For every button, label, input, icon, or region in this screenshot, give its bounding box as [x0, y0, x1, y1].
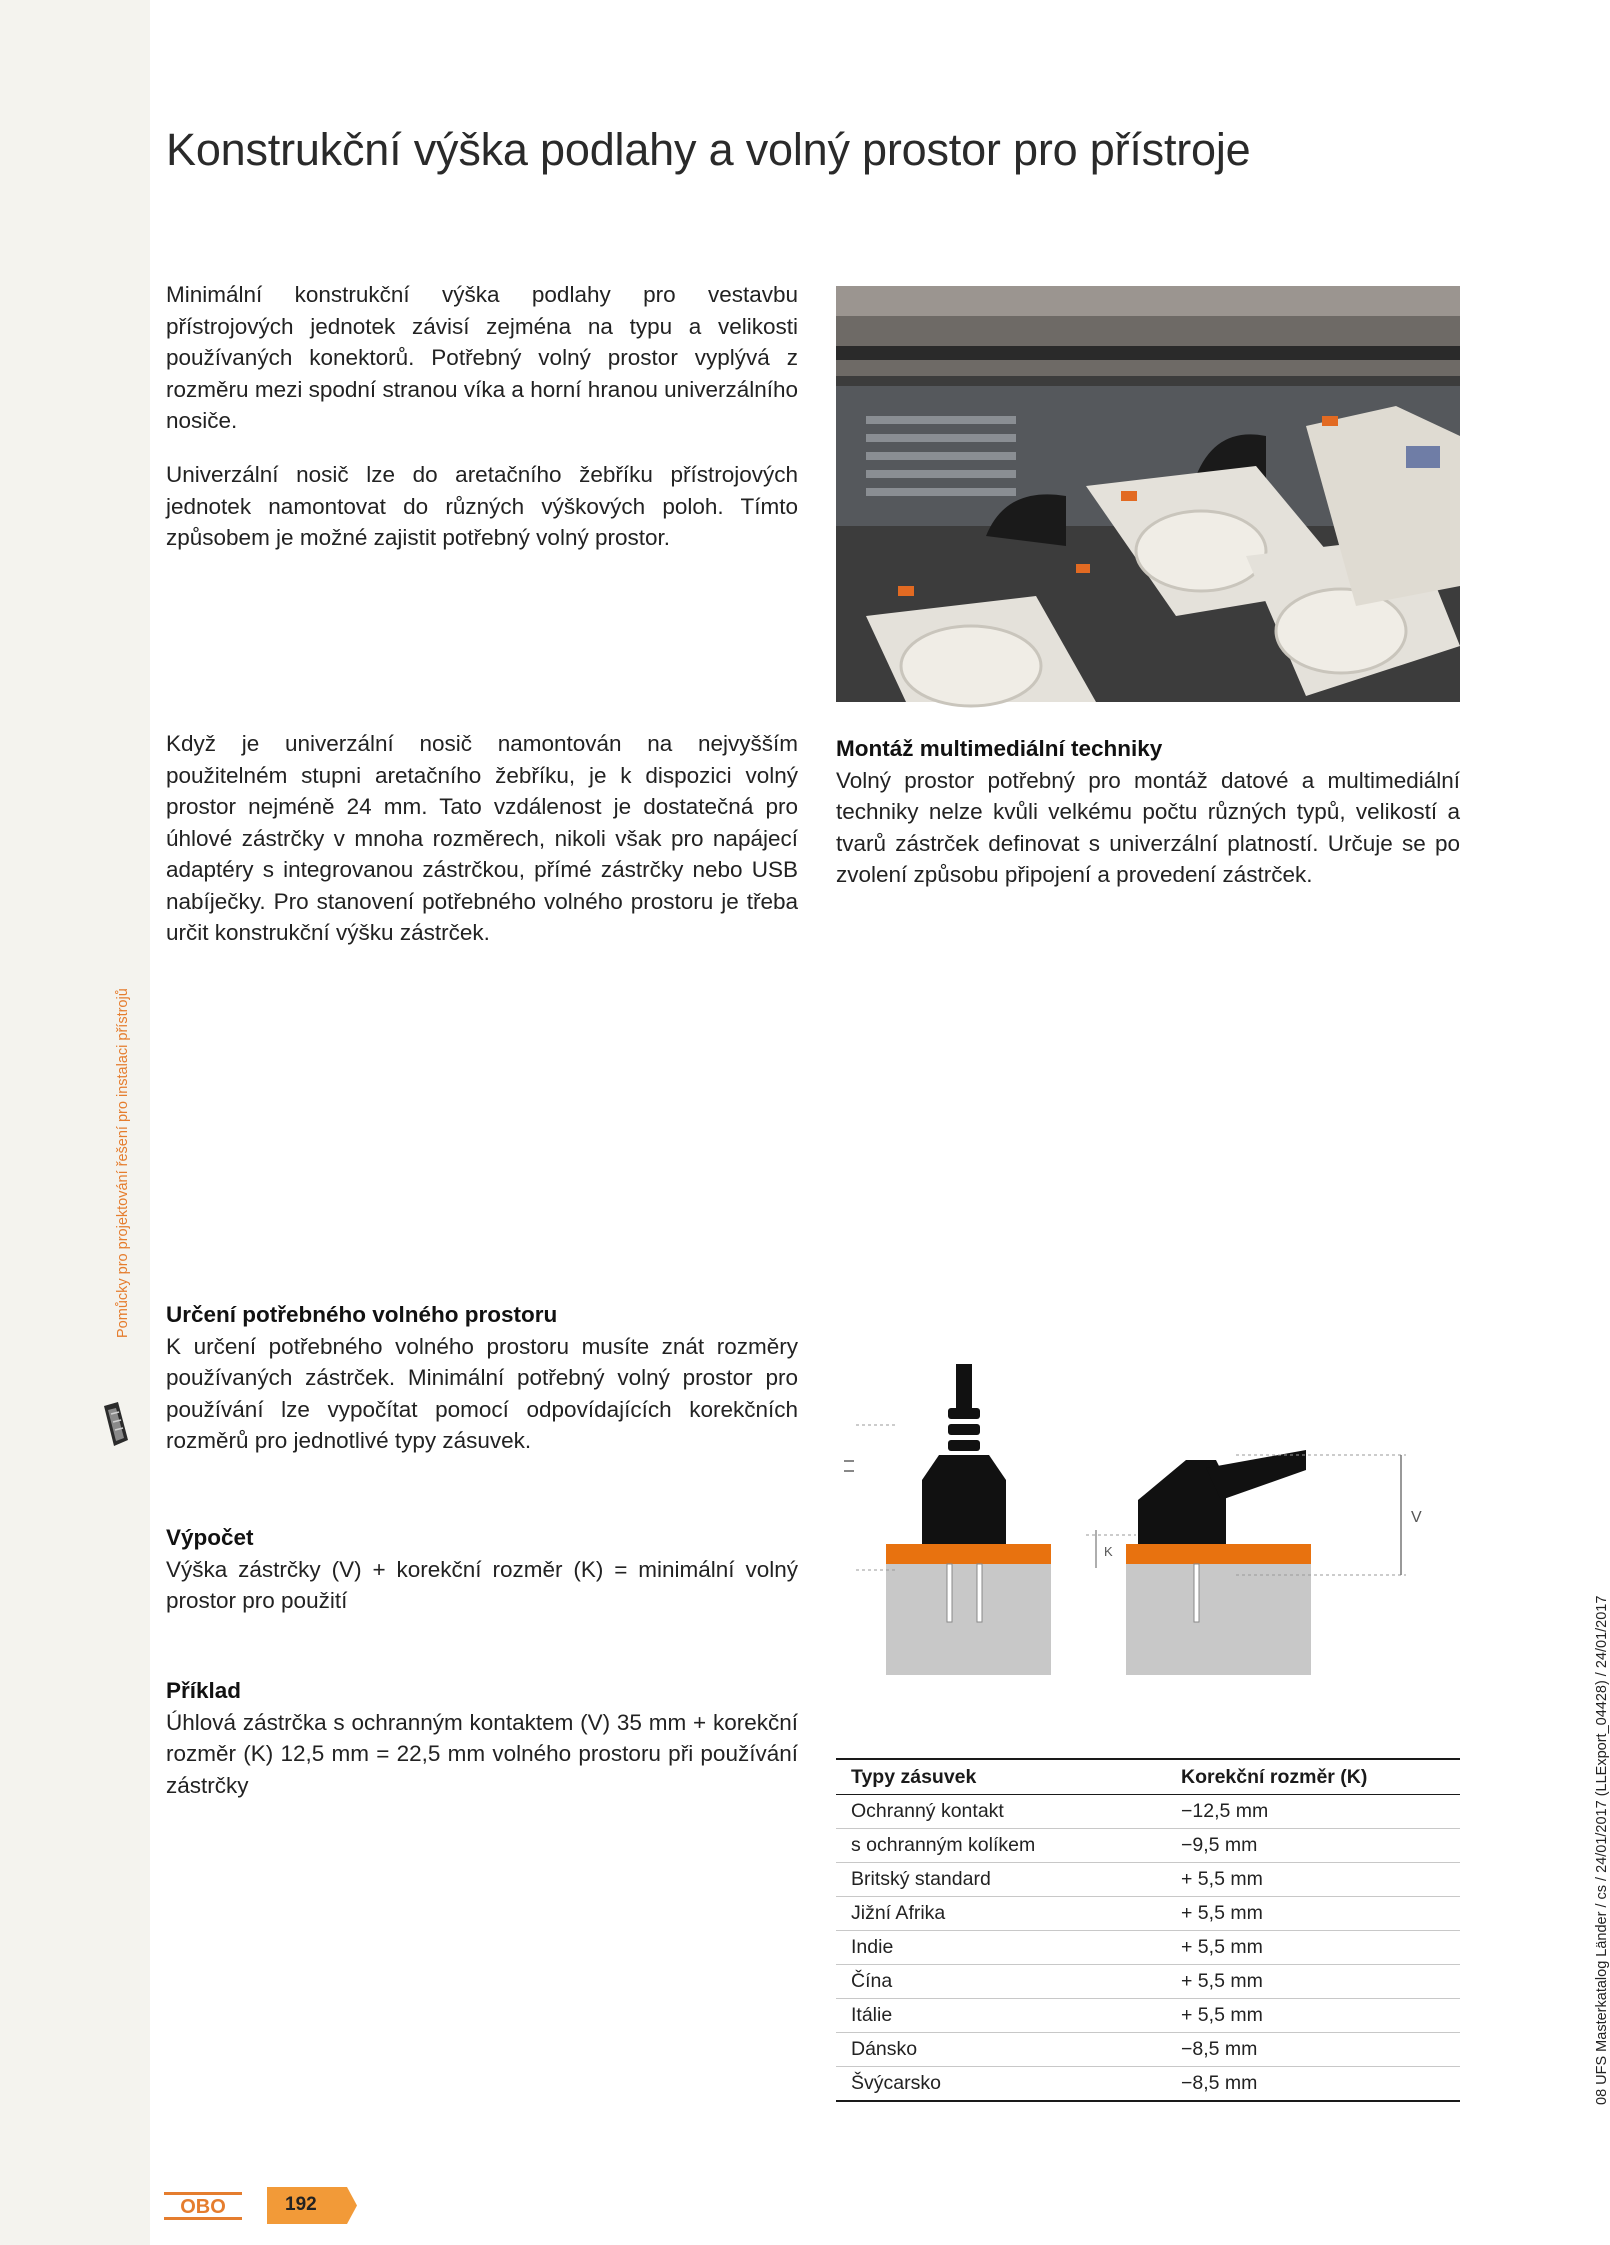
cable-duct-icon: [100, 1400, 132, 1450]
calculation-heading: Výpočet: [166, 1525, 254, 1550]
table-cell: Itálie: [836, 1999, 1166, 2033]
table-row: [836, 1931, 1460, 1965]
table-row: [836, 1795, 1460, 1829]
page-title: Konstrukční výška podlahy a volný prostor pro přístroje: [166, 124, 1251, 175]
table-cell: s ochranným kolíkem: [836, 1829, 1166, 1863]
table-cell: Indie: [836, 1931, 1166, 1965]
correction-table: [836, 1758, 1460, 2102]
page-number: 192: [285, 2194, 317, 2215]
diagram-label-k: K: [1104, 1544, 1113, 1559]
table-cell: −8,5 mm: [1166, 2067, 1460, 2102]
plug-dimension-diagram: [836, 1300, 1460, 1736]
table-row: [836, 1863, 1460, 1897]
example-heading: Příklad: [166, 1678, 242, 1703]
multimedia-heading: Montáž multimediální techniky: [836, 736, 1163, 761]
table-cell: Ochranný kontakt: [836, 1795, 1166, 1829]
table-cell: + 5,5 mm: [1166, 1965, 1460, 1999]
table-cell: + 5,5 mm: [1166, 1897, 1460, 1931]
calculation-text: Výška zástrčky (V) + korekční rozměr (K) = minimální volný prostor pro použití: [166, 1556, 798, 1613]
determination-heading: Určení potřebného volného prostoru: [166, 1302, 558, 1327]
table-cell: Britský standard: [836, 1863, 1166, 1897]
table-cell: −9,5 mm: [1166, 1829, 1460, 1863]
table-cell: + 5,5 mm: [1166, 1999, 1460, 2033]
table-row: [836, 2033, 1460, 2067]
table-cell: + 5,5 mm: [1166, 1863, 1460, 1897]
multimedia-section: [836, 733, 1460, 891]
table-cell: Švýcarsko: [836, 2067, 1166, 2102]
table-cell: −12,5 mm: [1166, 1795, 1460, 1829]
intro-paragraph-1: Minimální konstrukční výška podlahy pro vestavbu přístrojových jednotek závisí zejména na typu a velikosti používaných konektorů. Potřebný volný prostor vyplývá z rozměru mezi spodní stranou víka a horní hranou univerzálního nosiče.: [166, 282, 798, 433]
document-id: 08 UFS Masterkatalog Länder / cs / 24/01/2017 (LLExport_04428) / 24/01/2017: [1594, 1595, 1610, 2105]
example-section: [166, 1675, 798, 1801]
table-cell: −8,5 mm: [1166, 2033, 1460, 2067]
table-row: [836, 1965, 1460, 1999]
table-row: [836, 1999, 1460, 2033]
determination-section: [166, 1299, 798, 1457]
table-row: [836, 1829, 1460, 1863]
calculation-section: [166, 1522, 798, 1617]
table-cell: Jižní Afrika: [836, 1897, 1166, 1931]
obo-logo: [164, 2192, 242, 2220]
table-header-correction: Korekční rozměr (K): [1166, 1759, 1460, 1795]
table-cell: + 5,5 mm: [1166, 1931, 1460, 1965]
multimedia-text: Volný prostor potřebný pro montáž datové a multimediální techniky nelze kvůli velkému počtu různých typů, velikostí a tvarů zástrček definovat s univerzální platností. Určuje se po zvolení způsobu připojení a provedení zástrček.: [836, 767, 1460, 887]
intro-paragraph-2: Univerzální nosič lze do aretačního žebříku přístrojových jednotek namontovat do různých výškových poloh. Tímto způsobem je možné zajistit potřebný volný prostor.: [166, 462, 798, 550]
table-cell: Čína: [836, 1965, 1166, 1999]
table-row: [836, 1897, 1460, 1931]
example-text: Úhlová zástrčka s ochranným kontaktem (V) 35 mm + korekční rozměr (K) 12,5 mm = 22,5 mm volného prostoru při používání zástrčky: [166, 1709, 798, 1798]
determination-text: K určení potřebného volného prostoru musíte znát rozměry používaných zástrček. Minimální potřebný volný prostor pro používání lze vypočítat pomocí odpovídajících korekčních rozměrů pro jednotlivé typy zásuvek.: [166, 1333, 798, 1453]
svg-text:OBO: OBO: [180, 2196, 226, 2218]
table-header-row: [836, 1759, 1460, 1795]
sidebar-section-label: Pomůcky pro projektování řešení pro instalaci přístrojů: [115, 988, 131, 1338]
table-row: [836, 2067, 1460, 2102]
table-cell: Dánsko: [836, 2033, 1166, 2067]
device-unit-photo: [836, 286, 1460, 702]
mounting-paragraph: Když je univerzální nosič namontován na nejvyšším použitelném stupni aretačního žebříku, je k dispozici volný prostor nejméně 24 mm. Tato vzdálenost je dostatečná pro úhlové zástrčky v mnoha rozměrech, nikoli však pro napájecí adaptéry s integrovanou zástrčkou, přímé zástrčky nebo USB nabíječky. Pro stanovení potřebného volného prostoru je třeba určit konstrukční výšku zástrček.: [166, 731, 798, 945]
table-header-socket-type: Typy zásuvek: [836, 1759, 1166, 1795]
diagram-label-v: V: [1411, 1509, 1422, 1526]
